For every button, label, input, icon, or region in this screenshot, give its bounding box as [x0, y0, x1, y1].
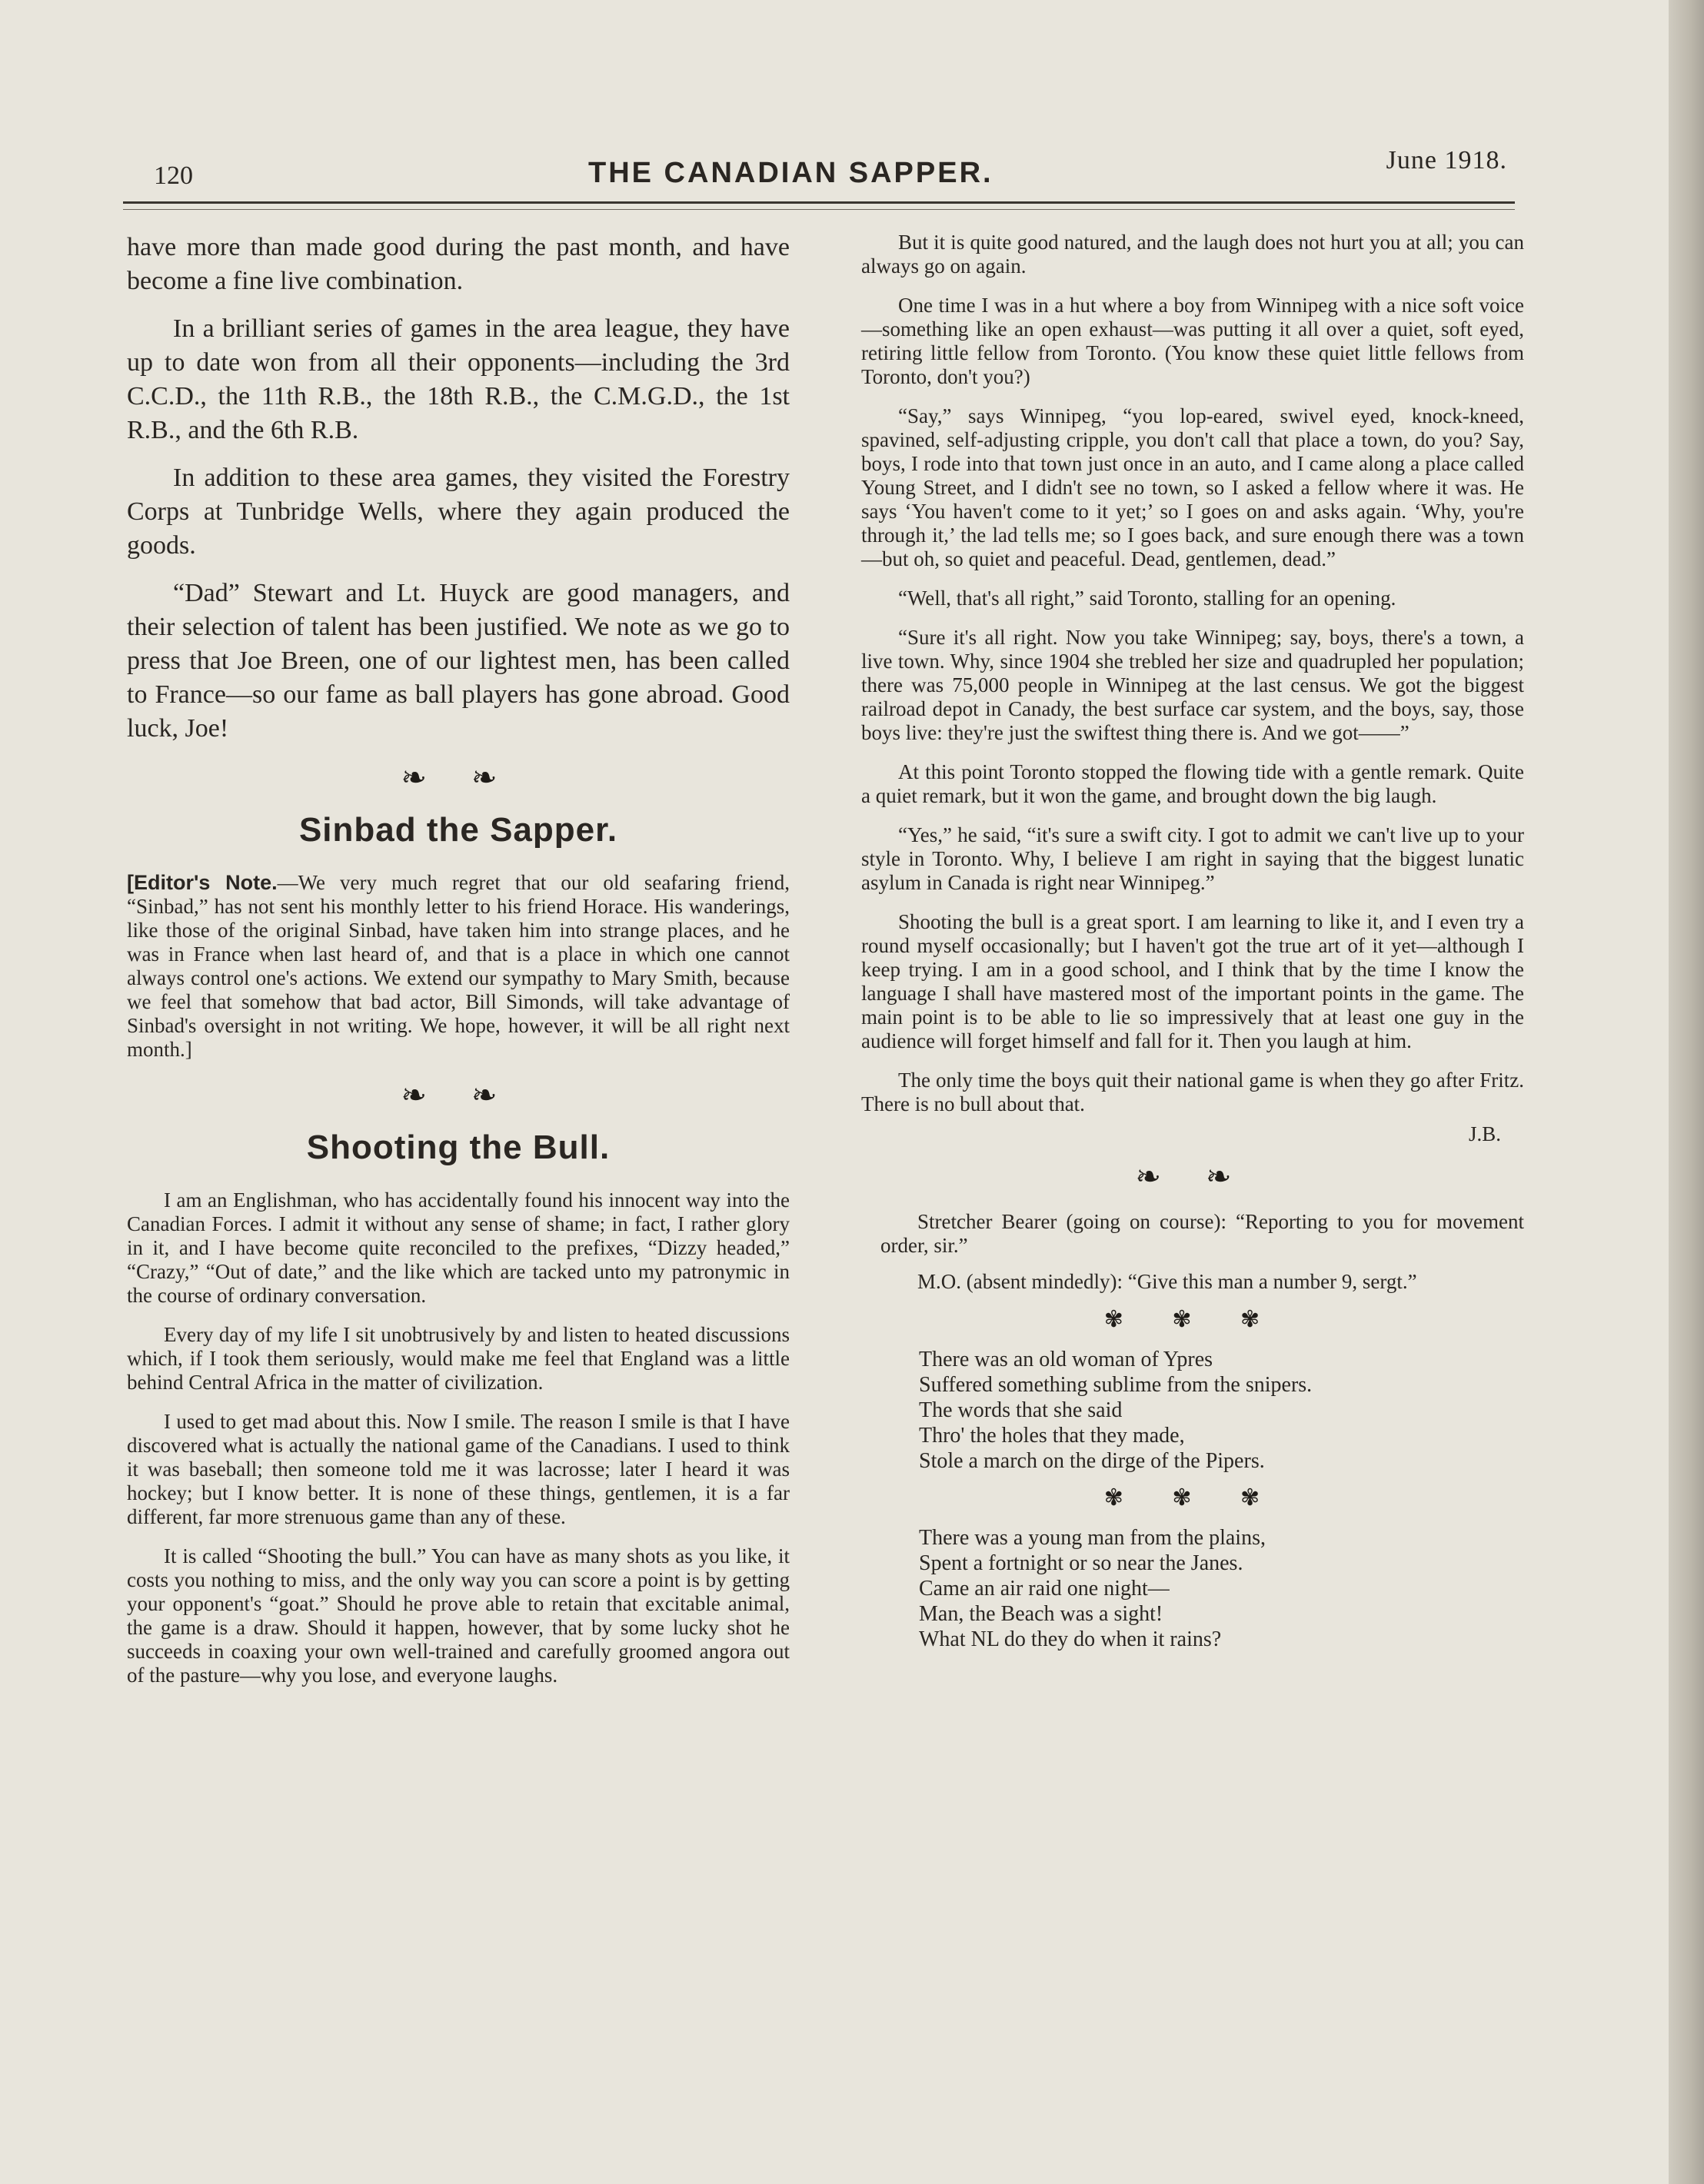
paragraph: In a brilliant series of games in the area league, they have up to date won from all their opponents—including the 3rd C.C.D., the 11th R.B., the 18th R.B., the C.M.G.D., the 1st R.B., and the 6th R.B. [127, 314, 790, 444]
verse-line: Stole a march on the dirge of the Pipers. [919, 1449, 1265, 1473]
paragraph: I am an Englishman, who has accidentally found his innocent way into the Canadian Forces. I admit it without any sense of shame; in fact, I rather glory in it, and I have become quite reconciled to the prefixes, “Dizzy headed,” “Crazy,” “Out of date,” and the like which are tacked unto my patronymic in the course of ordinary conversation. [127, 1188, 790, 1307]
paragraph: “Say,” says Winnipeg, “you lop-eared, swivel eyed, knock-kneed, spavined, self-adjusting cripple, you don't call that place a town, do you? Say, boys, I rode into that town just once in an auto, and I came along a place called Young Street, and I didn't see no town, so I asked a fellow where it was. He says ‘You haven't come to it yet;’ so I goes on and asks again. ‘Why, you're through it,’ the lad tells me; so I goes back, and sure enough there was a town—but oh, so quiet and peaceful. Dead, gentlemen, dead.” [861, 404, 1524, 570]
verse-line: Came an air raid one night— [919, 1577, 1170, 1601]
page-header [123, 146, 1515, 200]
paragraph: I used to get mad about this. Now I smile. The reason I smile is that I have discovered what is actually the national game of the Canadians. I used to think it was baseball; then someone told me it was lacrosse; later I heard it was hockey; but I know better. It is none of these things, gentlemen, it is a far different, far more strenuous game than any of these. [127, 1410, 790, 1528]
article-title-sinbad: Sinbad the Sapper. [298, 811, 618, 849]
paragraph: One time I was in a hut where a boy from Winnipeg with a nice soft voice—something like an open exhaust—was putting it all over a quiet, soft eyed, retiring little fellow from Toronto. (You know these quiet little fellows from Toronto, don't you?) [861, 294, 1524, 388]
verse-line: There was an old woman of Ypres [919, 1348, 1213, 1371]
ornament-divider: ❧ ❧ [1135, 1159, 1250, 1194]
header-rule-thin [123, 209, 1515, 210]
editor-note-text: —We very much regret that our old seafaring friend, “Sinbad,” has not sent his monthly letter to his friend Horace. His wanderings, like those of the original Sinbad, have taken him into strange places, and he was in France when last heard of, and that is a place in which one cannot always control one's actions. We extend our sympathy to Mary Smith, because we feel that somehow that bad actor, Bill Simonds, will take advantage of Sinbad's oversight in not writing. We hope, however, it will be all right next month.] [127, 871, 790, 1061]
limerick-ypres [919, 1347, 1524, 1474]
star-divider: ✾ ✾ ✾ [1103, 1307, 1282, 1332]
paragraph: Every day of my life I sit unobtrusively by and listen to heated discussions which, if I took them seriously, would make me feel that England was a little behind Central Africa in the matter of civilization. [127, 1323, 790, 1394]
paragraph: have more than made good during the past month, and have become a fine live combination. [127, 233, 790, 295]
header-rule [123, 201, 1515, 204]
joke-line: M.O. (absent mindedly): “Give this man a number 9, sergt.” [917, 1270, 1417, 1293]
star-divider: ✾ ✾ ✾ [1103, 1485, 1282, 1511]
right-column [861, 231, 1524, 1663]
author-signature: J.B. [1468, 1122, 1501, 1145]
verse-line: There was a young man from the plains, [919, 1526, 1266, 1550]
issue-date: June 1918. [1386, 146, 1507, 175]
left-column [127, 231, 790, 1703]
verse-line: Thro' the holes that they made, [919, 1424, 1185, 1448]
paragraph: The only time the boys quit their national game is when they go after Fritz. There is no bull about that. [861, 1069, 1524, 1115]
paragraph: It is called “Shooting the bull.” You can have as many shots as you like, it costs you nothing to miss, and the only way you can score a point is by getting your opponent's “goat.” Should he prove able to retain that excitable animal, the game is a draw. Should it happen, however, that by some lucky shot he succeeds in coaxing your own well-trained and carefully groomed angora out of the pasture—why you lose, and everyone laughs. [127, 1544, 790, 1687]
paragraph: “Dad” Stewart and Lt. Huyck are good managers, and their selection of talent has been justified. We note as we go to press that Joe Breen, one of our lightest men, has been called to France—so our fame as ball players has gone abroad. Good luck, Joe! [127, 579, 790, 743]
paragraph: “Sure it's all right. Now you take Winnipeg; say, boys, there's a town, a live town. Why, since 1904 she trebled her size and quadrupled her population; there was 75,000 people in Winnipeg at the last census. We got the biggest railroad depot in Canady, the best surface car system, and the boys, say, those boys live: they're just the swiftest thing there is. And we got——” [861, 626, 1524, 744]
verse-line: Spent a fortnight or so near the Janes. [919, 1551, 1243, 1575]
page-number: 120 [154, 161, 193, 190]
verse-line: Suffered something sublime from the snipers. [919, 1373, 1313, 1397]
joke-line: Stretcher Bearer (going on course): “Reporting to you for movement order, sir.” [880, 1210, 1524, 1257]
paragraph: But it is quite good natured, and the laugh does not hurt you at all; you can always go on again. [861, 231, 1524, 278]
verse-line: Man, the Beach was a sight! [919, 1602, 1163, 1626]
ornament-divider: ❧ ❧ [401, 760, 516, 795]
verse-line: What NL do they do when it rains? [919, 1627, 1222, 1651]
paragraph: “Yes,” he said, “it's sure a swift city. I got to admit we can't live up to your style in Toronto. Why, I believe I am right in saying that the biggest lunatic asylum in Canada is right near Winnipeg.” [861, 823, 1524, 894]
editor-note [127, 871, 790, 1062]
ornament-divider: ❧ ❧ [401, 1078, 516, 1112]
article-title-bull: Shooting the Bull. [306, 1129, 611, 1166]
limerick-plains [919, 1525, 1524, 1652]
verse-line: The words that she said [919, 1398, 1123, 1422]
paragraph: Shooting the bull is a great sport. I am learning to like it, and I even try a round myself occasionally; but I haven't got the true art of it yet—although I keep trying. I am in a good school, and I think that by the time I know the language I shall have mastered most of the important points in the game. The main point is to be able to lie so impressively that at least one guy in the audience will forget himself and fall for it. Then you laugh at him. [861, 910, 1524, 1052]
publication-title: THE CANADIAN SAPPER. [588, 157, 993, 189]
paragraph: In addition to these area games, they visited the Forestry Corps at Tunbridge Wells, where they again produced the goods. [127, 464, 790, 560]
editor-note-lead: [Editor's Note. [127, 871, 278, 894]
paragraph: “Well, that's all right,” said Toronto, stalling for an opening. [898, 587, 1396, 610]
book-spine-edge [1669, 0, 1704, 2184]
paragraph: At this point Toronto stopped the flowing tide with a gentle remark. Quite a quiet remark, but it won the game, and brought down the big laugh. [861, 760, 1524, 807]
